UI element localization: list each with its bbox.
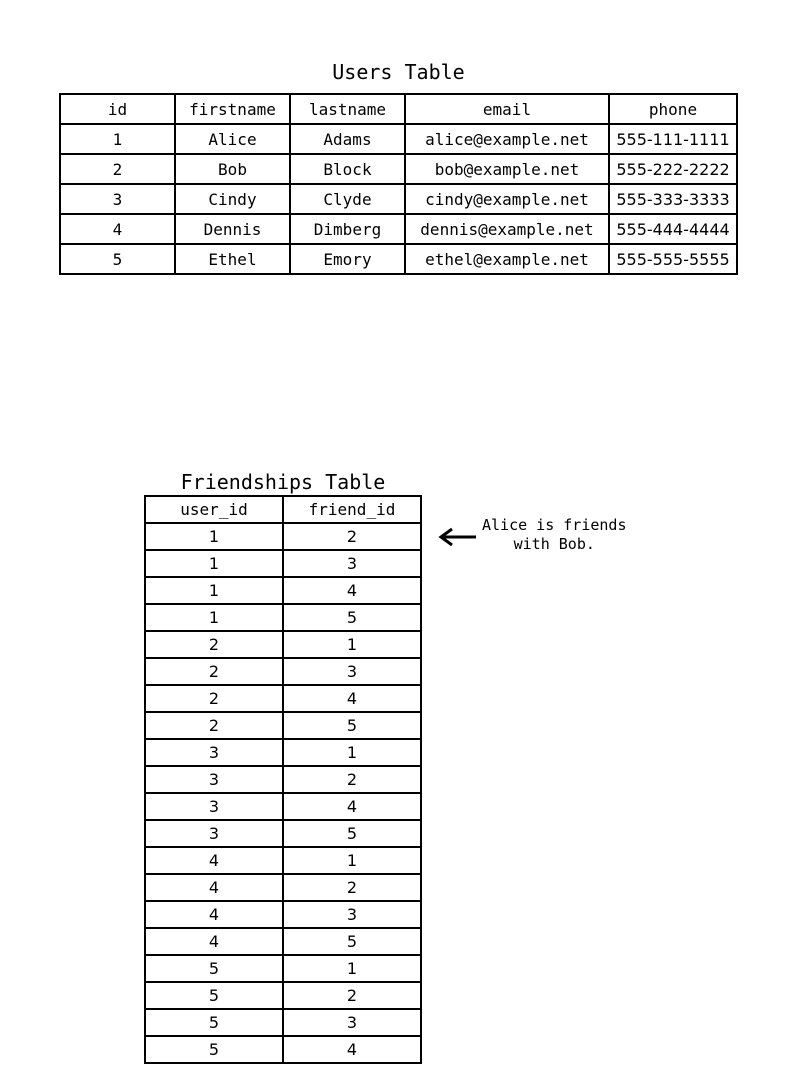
friendship-user-id-cell: 1: [145, 523, 283, 550]
friendships-table: [144, 495, 422, 1064]
user-id-cell: 2: [60, 154, 175, 184]
user-email-cell: alice@example.net: [405, 124, 609, 154]
left-arrow-icon: [438, 527, 478, 547]
user-id-cell: 4: [60, 214, 175, 244]
user-phone-cell: 555-444-4444: [609, 214, 737, 244]
friendship-user-id-cell: 4: [145, 847, 283, 874]
friendship-user-id-cell: 3: [145, 766, 283, 793]
friendship-user-id-cell: 1: [145, 577, 283, 604]
user-email-cell: ethel@example.net: [405, 244, 609, 274]
users-header-row: [60, 94, 737, 124]
friendship-user-id-cell: 2: [145, 658, 283, 685]
friendship-user-id-cell: 2: [145, 685, 283, 712]
user-email-cell: bob@example.net: [405, 154, 609, 184]
friendship-friend-id-cell: 2: [283, 523, 421, 550]
friendship-annotation: [482, 516, 627, 554]
user-id-cell: 1: [60, 124, 175, 154]
user-phone-cell: 555-333-3333: [609, 184, 737, 214]
friendship-user-id-cell: 4: [145, 874, 283, 901]
friendship-friend-id-cell: 3: [283, 550, 421, 577]
friendship-user-id-cell: 5: [145, 1009, 283, 1036]
friendship-friend-id-cell: 1: [283, 847, 421, 874]
friendship-friend-id-cell: 2: [283, 766, 421, 793]
friendship-friend-id-cell: 5: [283, 712, 421, 739]
user-phone-cell: 555-222-2222: [609, 154, 737, 184]
annotation-line-2: with Bob.: [513, 535, 595, 553]
friendships-table-row: [145, 820, 421, 847]
friendships-table-body: [145, 523, 421, 1063]
friendship-friend-id-cell: 5: [283, 928, 421, 955]
friendship-friend-id-cell: 3: [283, 1009, 421, 1036]
friendship-friend-id-cell: 4: [283, 577, 421, 604]
friendships-table-row: [145, 1036, 421, 1063]
users-table-row: [60, 184, 737, 214]
users-table-row: [60, 154, 737, 184]
friendships-table-row: [145, 874, 421, 901]
friendships-table-row: [145, 847, 421, 874]
friendship-friend-id-cell: 5: [283, 820, 421, 847]
users-table: [59, 93, 738, 275]
users-col-phone: phone: [609, 94, 737, 124]
friendship-friend-id-cell: 4: [283, 793, 421, 820]
friendships-table-row: [145, 793, 421, 820]
user-id-cell: 5: [60, 244, 175, 274]
friendship-friend-id-cell: 3: [283, 658, 421, 685]
friendships-table-row: [145, 766, 421, 793]
friendship-friend-id-cell: 3: [283, 901, 421, 928]
friendships-col-user-id: user_id: [145, 496, 283, 523]
user-lastname-cell: Emory: [290, 244, 405, 274]
user-firstname-cell: Cindy: [175, 184, 290, 214]
users-col-email: email: [405, 94, 609, 124]
user-email-cell: dennis@example.net: [405, 214, 609, 244]
friendship-friend-id-cell: 1: [283, 955, 421, 982]
friendship-user-id-cell: 2: [145, 631, 283, 658]
friendship-user-id-cell: 3: [145, 739, 283, 766]
user-firstname-cell: Alice: [175, 124, 290, 154]
friendship-user-id-cell: 5: [145, 1036, 283, 1063]
friendship-friend-id-cell: 2: [283, 982, 421, 1009]
user-lastname-cell: Adams: [290, 124, 405, 154]
friendships-table-row: [145, 685, 421, 712]
friendships-col-friend-id: friend_id: [283, 496, 421, 523]
user-id-cell: 3: [60, 184, 175, 214]
friendship-user-id-cell: 5: [145, 955, 283, 982]
user-phone-cell: 555-111-1111: [609, 124, 737, 154]
friendship-friend-id-cell: 5: [283, 604, 421, 631]
friendships-table-title: Friendships Table: [180, 470, 386, 494]
friendships-table-row: [145, 631, 421, 658]
friendships-table-row: [145, 982, 421, 1009]
friendship-friend-id-cell: 1: [283, 739, 421, 766]
friendships-table-row: [145, 577, 421, 604]
user-firstname-cell: Ethel: [175, 244, 290, 274]
user-phone-cell: 555-555-5555: [609, 244, 737, 274]
users-col-id: id: [60, 94, 175, 124]
user-firstname-cell: Dennis: [175, 214, 290, 244]
annotation-line-1: Alice is friends: [482, 516, 627, 534]
users-table-row: [60, 214, 737, 244]
friendship-user-id-cell: 4: [145, 928, 283, 955]
friendships-table-row: [145, 739, 421, 766]
users-table-body: [60, 124, 737, 274]
users-table-row: [60, 244, 737, 274]
users-table-row: [60, 124, 737, 154]
friendship-user-id-cell: 1: [145, 604, 283, 631]
friendships-table-row: [145, 550, 421, 577]
user-lastname-cell: Clyde: [290, 184, 405, 214]
users-col-lastname: lastname: [290, 94, 405, 124]
user-lastname-cell: Dimberg: [290, 214, 405, 244]
friendships-table-row: [145, 928, 421, 955]
friendship-user-id-cell: 2: [145, 712, 283, 739]
friendships-table-row: [145, 955, 421, 982]
friendships-table-row: [145, 604, 421, 631]
friendship-user-id-cell: 3: [145, 820, 283, 847]
friendship-friend-id-cell: 1: [283, 631, 421, 658]
friendships-table-row: [145, 712, 421, 739]
friendship-user-id-cell: 5: [145, 982, 283, 1009]
friendship-user-id-cell: 4: [145, 901, 283, 928]
friendship-user-id-cell: 3: [145, 793, 283, 820]
friendship-user-id-cell: 1: [145, 550, 283, 577]
user-firstname-cell: Bob: [175, 154, 290, 184]
user-email-cell: cindy@example.net: [405, 184, 609, 214]
user-lastname-cell: Block: [290, 154, 405, 184]
friendships-header-row: [145, 496, 421, 523]
friendships-table-row: [145, 1009, 421, 1036]
friendship-friend-id-cell: 4: [283, 685, 421, 712]
friendships-table-row: [145, 523, 421, 550]
friendship-friend-id-cell: 4: [283, 1036, 421, 1063]
friendship-friend-id-cell: 2: [283, 874, 421, 901]
friendships-table-row: [145, 901, 421, 928]
friendships-table-row: [145, 658, 421, 685]
users-col-firstname: firstname: [175, 94, 290, 124]
users-table-title: Users Table: [332, 60, 465, 84]
